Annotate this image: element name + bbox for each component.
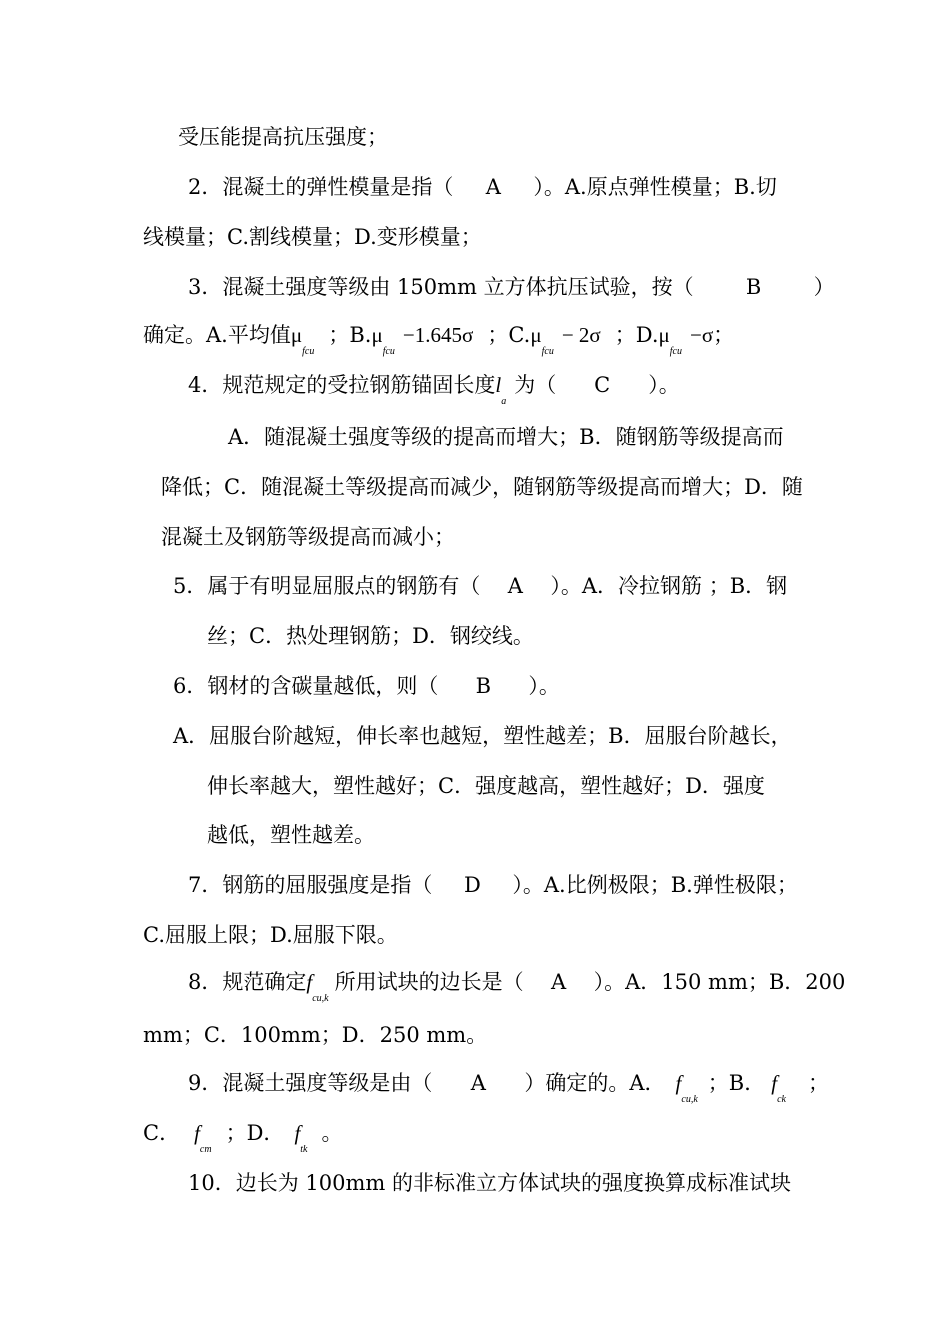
question-text: ）。A.比例极限；B.弹性极限； (512, 873, 798, 897)
mu-symbol: μ (290, 323, 303, 347)
question-text: ） (813, 275, 835, 299)
question-text: ）确定的。A． (524, 1071, 666, 1095)
question-text: 降低；C．随混凝土等级提高而减少，随钢筋等级提高而增大；D．随 (161, 475, 803, 499)
question-text: ；D． (225, 1121, 285, 1145)
question-text: 9．混凝土强度等级是由（ (188, 1071, 433, 1095)
question-2-cont (143, 223, 482, 251)
question-3-options (143, 321, 735, 357)
formula-symbol: l (495, 373, 502, 397)
question-4-opts (161, 473, 803, 501)
question-text: A．随混凝土强度等级的提高而增大；B．随钢筋等级提高而 (228, 425, 784, 449)
question-text: 4．规范规定的受拉钢筋锚固长度 (188, 373, 496, 397)
answer-letter: A (485, 175, 501, 199)
question-text: 混凝土及钢筋等级提高而减小； (161, 525, 455, 549)
formula-symbol: f (194, 1121, 200, 1145)
formula-symbol: f (306, 970, 313, 994)
question-text: ）。A．冷拉钢筋 ；B．钢 (550, 574, 788, 598)
subscript: ck (777, 1094, 786, 1105)
question-10 (188, 1169, 791, 1197)
question-text: 为（ (514, 373, 557, 397)
answer-letter: D (463, 873, 481, 897)
formula-text: −1.645σ (402, 323, 474, 347)
formula-symbol: f (771, 1071, 778, 1095)
formula-text: −σ； (690, 323, 735, 347)
subscript: fcu (669, 346, 682, 357)
question-text: 10．边长为 100mm 的非标准立方体试块的强度换算成标准试块 (188, 1171, 791, 1195)
question-text: 伸长率越大，塑性越好；C．强度越高，塑性越好；D．强度 (207, 774, 765, 798)
question-4-opts (161, 523, 455, 551)
question-text: A．屈服台阶越短，伸长率也越短，塑性越差；B．屈服台阶越长， (173, 724, 792, 748)
question-9 (188, 1069, 829, 1105)
question-5-cont (207, 622, 534, 650)
question-text: 。 (321, 1121, 343, 1145)
mu-symbol: μ (371, 323, 383, 347)
question-6 (173, 672, 560, 700)
question-text: ；D. (614, 323, 659, 347)
question-text: ）。 (648, 373, 680, 397)
answer-letter: B (475, 674, 492, 698)
question-4 (188, 371, 680, 407)
subscript: fcu (302, 346, 315, 357)
subscript: a (501, 396, 507, 407)
question-text: C.屈服上限；D.屈服下限。 (143, 923, 398, 947)
answer-letter: A (507, 574, 523, 598)
answer-letter: B (745, 275, 762, 299)
question-text: mm；C．100mm；D．250 mm。 (143, 1023, 488, 1047)
text-line (178, 123, 388, 151)
formula-symbol: f (675, 1071, 682, 1095)
subscript: cu,k (312, 993, 329, 1004)
answer-letter: C (594, 373, 611, 397)
paragraph-text: 受压能提高抗压强度； (178, 125, 388, 149)
question-3 (188, 273, 835, 301)
question-text: 确定。A.平均值 (143, 323, 291, 347)
question-text: ）。A．150 mm；B．200 (593, 970, 846, 994)
formula-symbol: f (294, 1121, 301, 1145)
question-text: 3．混凝土强度等级由 150mm 立方体抗压试验，按（ (188, 275, 694, 299)
question-text: 8．规范确定 (188, 970, 307, 994)
question-text: ）。A.原点弹性模量；B.切 (533, 175, 777, 199)
question-4-opts (228, 423, 784, 451)
question-7-cont (143, 921, 398, 949)
question-text: 丝；C．热处理钢筋；D．钢绞线。 (207, 624, 534, 648)
question-text: ；C. (487, 323, 531, 347)
question-text: C． (143, 1121, 181, 1145)
answer-letter: A (551, 970, 567, 994)
question-2 (188, 173, 777, 201)
subscript: cm (199, 1144, 212, 1155)
question-text: 所用试块的边长是（ (334, 970, 524, 994)
question-text: ； (807, 1071, 829, 1095)
question-text: 线模量；C.割线模量；D.变形模量； (143, 225, 482, 249)
question-6-opts (207, 772, 765, 800)
question-text: 5．属于有明显屈服点的钢筋有（ (173, 574, 481, 598)
question-text: ；B． (707, 1071, 766, 1095)
question-text: 7．钢筋的屈服强度是指（ (188, 873, 433, 897)
question-6-opts (207, 821, 375, 849)
mu-symbol: μ (530, 323, 542, 347)
subscript: tk (300, 1144, 308, 1155)
question-text: 越低，塑性越差。 (207, 823, 375, 847)
question-9-cont (143, 1119, 343, 1155)
question-7 (188, 871, 798, 899)
subscript: cu,k (681, 1094, 698, 1105)
question-5 (173, 572, 787, 600)
question-text: ）。 (528, 674, 560, 698)
question-6-opts (173, 722, 792, 750)
mu-symbol: μ (658, 323, 670, 347)
subscript: fcu (541, 346, 554, 357)
question-8 (188, 968, 846, 1004)
question-text: 6．钢材的含碳量越低，则（ (173, 674, 439, 698)
question-8-cont (143, 1021, 487, 1049)
subscript: fcu (382, 346, 395, 357)
answer-letter: A (470, 1071, 486, 1095)
question-text: ；B. (328, 323, 372, 347)
formula-text: − 2σ (561, 323, 601, 347)
question-text: 2．混凝土的弹性模量是指（ (188, 175, 454, 199)
